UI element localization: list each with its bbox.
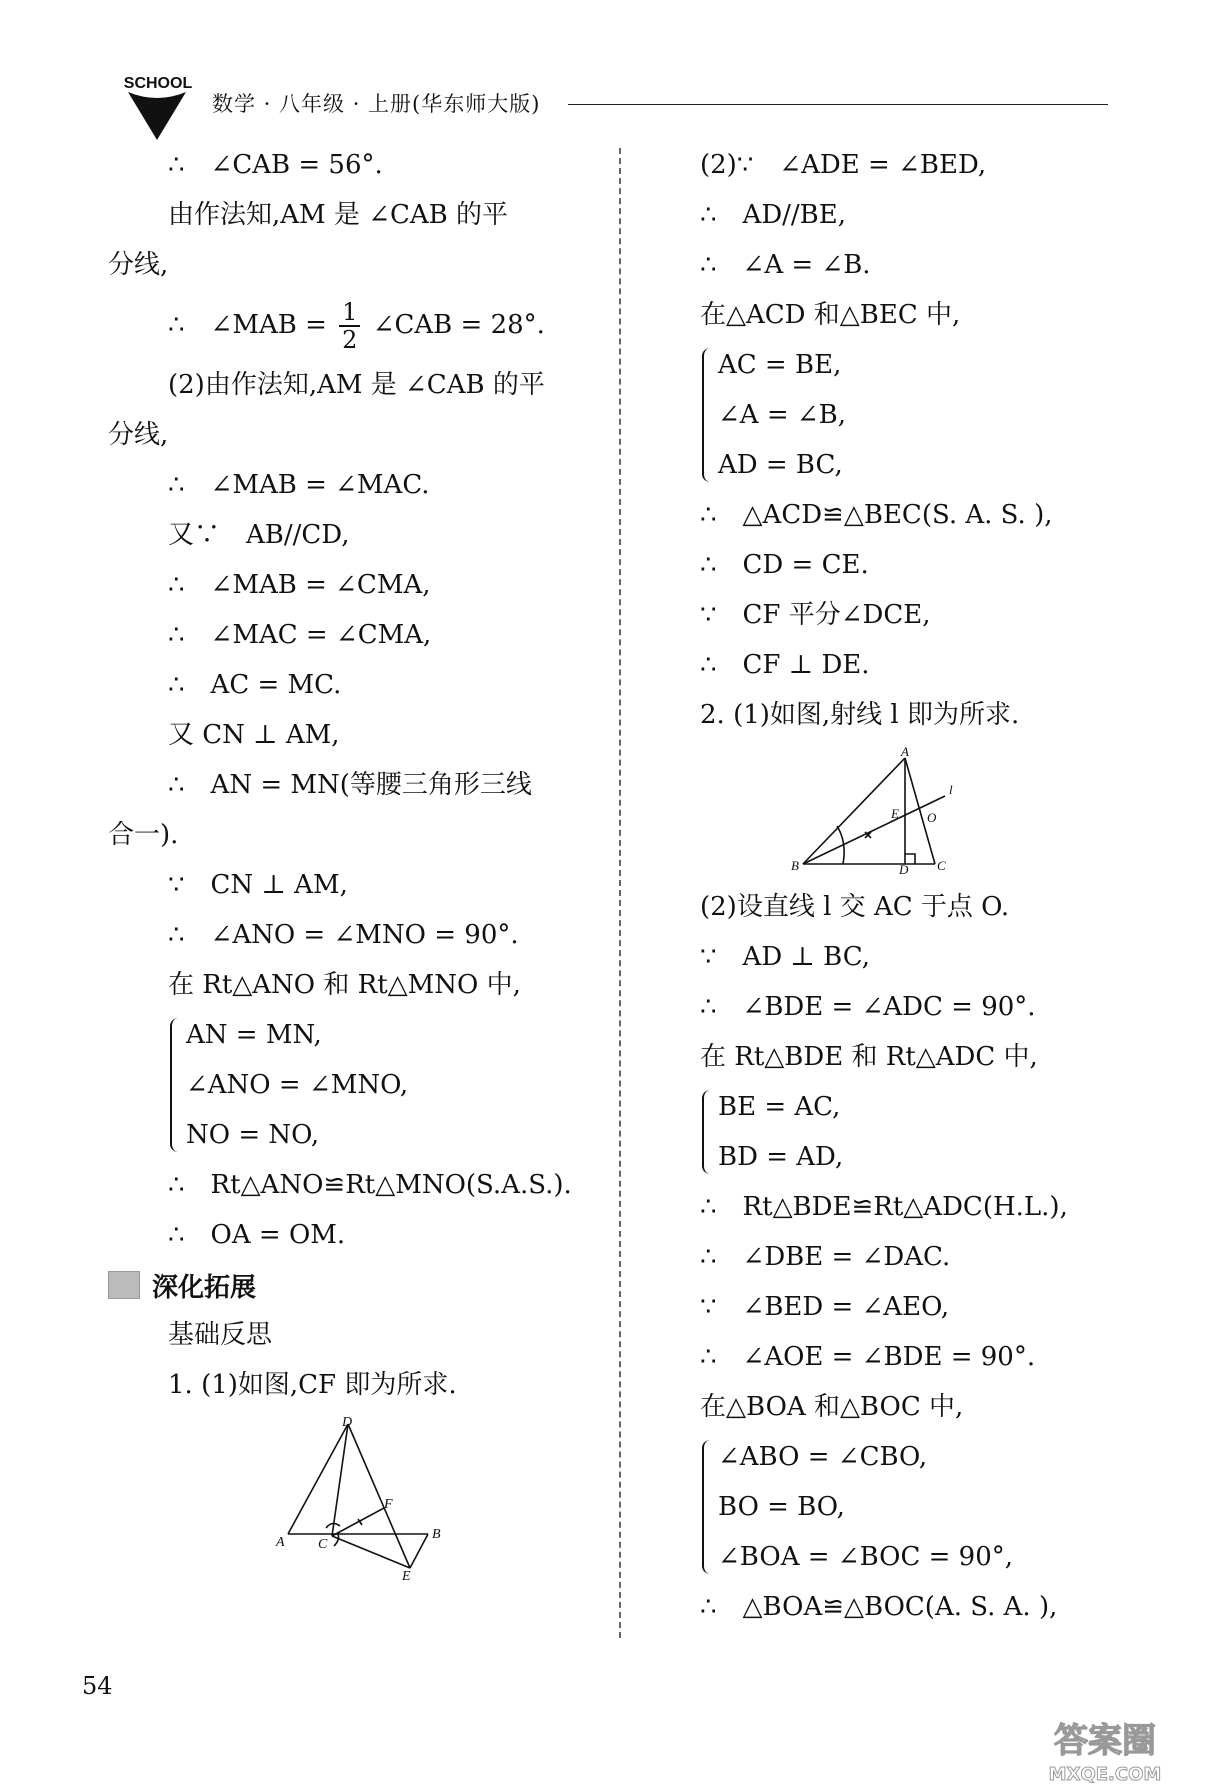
label-A: A: [276, 1535, 285, 1550]
text-line: ∴ ∠BDE = ∠ADC = 90°.: [700, 992, 1036, 1022]
text-line: ∴ ∠MAB = ∠MAC.: [168, 470, 430, 500]
label-A: A: [901, 744, 909, 759]
text-line: 在 Rt△ANO 和 Rt△MNO 中,: [168, 970, 521, 1000]
brace-group: [700, 1432, 1130, 1582]
brace-group: [700, 340, 1130, 490]
right-column: [700, 140, 1130, 1632]
question-2: 2. (1)如图,射线 l 即为所求.: [700, 700, 1020, 730]
text-line: ∴ ∠DBE = ∠DAC.: [700, 1242, 951, 1272]
section-icon: [108, 1271, 140, 1299]
text-line: ∴ ∠MAC = ∠CMA,: [168, 620, 432, 650]
header-title: 数学 · 八年级 · 上册(华东师大版): [212, 92, 541, 116]
page-number: 54: [82, 1672, 113, 1700]
brace-group: [700, 1082, 1130, 1182]
text-line: (2)∵ ∠ADE = ∠BED,: [700, 150, 987, 180]
label-O: O: [927, 810, 937, 825]
school-logo: [112, 62, 202, 152]
text-line: ∴ Rt△BDE≌Rt△ADC(H.L.),: [700, 1192, 1068, 1222]
figure-1-diagram: [268, 1415, 468, 1584]
subsection-title: 基础反思: [168, 1320, 273, 1350]
text-line: ∴ ∠MAB = ∠CMA,: [168, 570, 431, 600]
text-line: ∴ Rt△ANO≌Rt△MNO(S.A.S.).: [168, 1170, 572, 1200]
section-title: 深化拓展: [152, 1272, 257, 1303]
watermark-url: MXQE.COM: [1048, 1764, 1162, 1785]
text-line: 分线,: [108, 420, 169, 450]
logo-text: SCHOOL: [123, 75, 193, 92]
text-line: ∴ CD = CE.: [700, 550, 869, 580]
column-divider: [619, 148, 621, 1638]
fraction: [339, 299, 360, 353]
brace-line: ∠ABO = ∠CBO,: [718, 1442, 928, 1472]
brace-line: NO = NO,: [186, 1120, 320, 1150]
label-E: E: [891, 806, 899, 821]
text-line: ∵ CN ⊥ AM,: [168, 870, 348, 900]
watermark-logo: [1010, 1716, 1200, 1786]
text-line: 合一).: [108, 820, 179, 850]
text-line: ∴ AD//BE,: [700, 200, 847, 230]
fraction-line: [168, 290, 598, 360]
text-line: 分线,: [108, 250, 169, 280]
header-rule: [568, 104, 1108, 105]
brace-line: AN = MN,: [186, 1020, 322, 1050]
label-D: D: [342, 1415, 353, 1430]
brace-line: BO = BO,: [718, 1492, 845, 1522]
text-line: ∴ OA = OM.: [168, 1220, 346, 1250]
question-1: 1. (1)如图,CF 即为所求.: [168, 1370, 457, 1400]
label-B: B: [432, 1527, 441, 1542]
text-line: ∴ ∠CAB = 56°.: [168, 150, 383, 180]
text-fragment: ∠CAB = 28°.: [372, 310, 545, 340]
text-line: ∴ ∠A = ∠B.: [700, 250, 871, 280]
text-fragment: ∴ ∠MAB =: [168, 310, 327, 340]
label-F: F: [384, 1497, 393, 1512]
label-C: C: [937, 858, 946, 873]
brace-group: [168, 1010, 598, 1160]
text-line: 又 CN ⊥ AM,: [168, 720, 340, 750]
text-line: ∵ ∠BED = ∠AEO,: [700, 1292, 950, 1322]
brace-line: ∠A = ∠B,: [718, 400, 847, 430]
text-line: 在 Rt△BDE 和 Rt△ADC 中,: [700, 1042, 1038, 1072]
left-column: [108, 140, 598, 1584]
brace-line: ∠ANO = ∠MNO,: [186, 1070, 409, 1100]
text-line: ∴ AC = MC.: [168, 670, 342, 700]
text-line: 在△BOA 和△BOC 中,: [700, 1392, 964, 1422]
fraction-numerator: 1: [339, 299, 360, 327]
label-E: E: [402, 1569, 411, 1584]
text-line: 在△ACD 和△BEC 中,: [700, 300, 961, 330]
label-D: D: [899, 862, 909, 877]
text-line: ∴ △ACD≌△BEC(S. A. S. ),: [700, 500, 1053, 530]
brace-line: AC = BE,: [718, 350, 842, 380]
label-B: B: [791, 858, 799, 873]
section-heading: [108, 1260, 598, 1310]
watermark-text: 答案圈: [1054, 1721, 1156, 1761]
label-C: C: [318, 1537, 328, 1552]
text-line: ∴ ∠ANO = ∠MNO = 90°.: [168, 920, 519, 950]
brace-line: BE = AC,: [718, 1092, 841, 1122]
brace-line: AD = BC,: [718, 450, 843, 480]
text-line: ∵ AD ⊥ BC,: [700, 942, 870, 972]
text-line: (2)由作法知,AM 是 ∠CAB 的平: [168, 370, 545, 400]
label-l: l: [949, 782, 953, 797]
brace-line: ∠BOA = ∠BOC = 90°,: [718, 1542, 1014, 1572]
brace-line: BD = AD,: [718, 1142, 844, 1172]
text-line: 由作法知,AM 是 ∠CAB 的平: [168, 200, 509, 230]
figure-2-diagram: [785, 746, 965, 876]
fraction-denominator: 2: [342, 326, 358, 354]
text-line: ∴ CF ⊥ DE.: [700, 650, 870, 680]
text-line: (2)设直线 l 交 AC 于点 O.: [700, 892, 1010, 922]
text-line: 又∵ AB//CD,: [168, 520, 350, 550]
text-line: ∴ △BOA≌△BOC(A. S. A. ),: [700, 1592, 1058, 1622]
text-line: ∴ ∠AOE = ∠BDE = 90°.: [700, 1342, 1036, 1372]
text-line: ∴ AN = MN(等腰三角形三线: [168, 770, 532, 800]
text-line: ∵ CF 平分∠DCE,: [700, 600, 931, 630]
